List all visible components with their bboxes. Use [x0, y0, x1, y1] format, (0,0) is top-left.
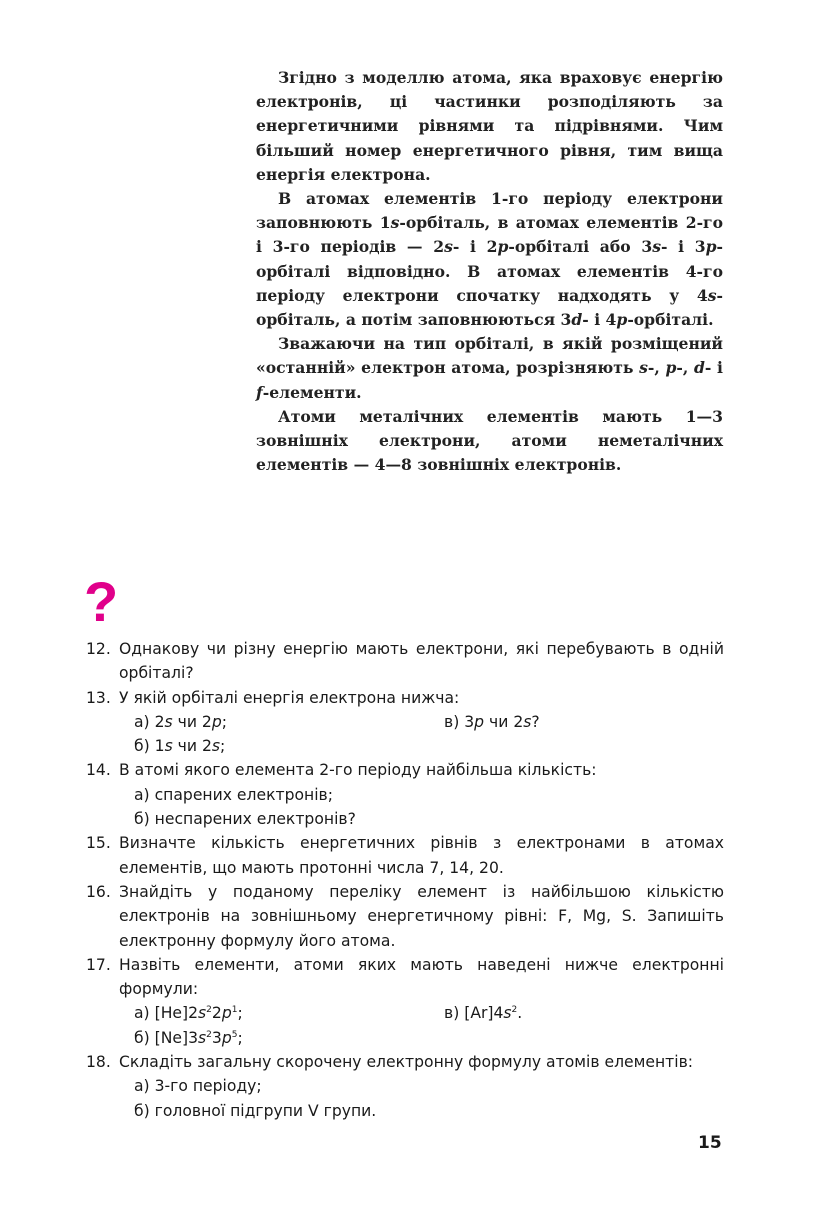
question-13-option-a: а) 2s чи 2p; — [134, 712, 228, 731]
question-mark-icon: ? — [84, 570, 119, 633]
question-18-option-a: а) 3-го періоду; — [134, 1077, 262, 1096]
summary-paragraph-3: Зважаючи на тип орбіталі, в якій розміщений «останній» електрон атома, розрізняють s-, p-, d- і f-елементи. — [256, 334, 723, 402]
question-14-option-a: а) спарених електронів; — [134, 785, 333, 804]
summary-paragraph-2: В атомах елементів 1-го періоду електрони заповнюють 1s-орбіталь, в атомах елементів 2-го і 3-го періодів — 2s- і 2p-орбіталі або 3s- і 3p-орбіталі відповідно. В атомах елементів 4-го періоду електрони спочатку надходять у 4s-орбіталь, а потім заповнюються 3d- і 4p-орбіталі. — [256, 189, 723, 330]
question-13: 13. У якій орбіталі енергія електрона нижча: а) 2s чи 2p; в) 3p чи 2s? б) 1s чи 2s; — [86, 686, 724, 759]
summary-paragraph-4: Атоми металічних елементів мають 1—3 зовнішніх електрони, атоми неметалічних елементів — 4—8 зовнішніх електронів. — [256, 406, 723, 475]
question-13-option-b: б) 1s чи 2s; — [134, 737, 226, 756]
summary-paragraph-1: Згідно з моделлю атома, яка враховує енергію електронів, ці частинки розподіляють за енергетичними рівнями та підрівнями. Чим більший номер енергетичного рівня, тим вища енергія електрона. — [256, 68, 723, 184]
question-17-option-b: б) $[Ne]3s^23p^5$; — [134, 1028, 243, 1047]
question-13-options-row-1 — [119, 710, 724, 734]
page-number: 15 — [698, 1133, 722, 1153]
question-13-option-v: в) 3p чи 2s? — [444, 712, 540, 731]
question-17-options-row-1 — [119, 1001, 724, 1025]
questions-list — [86, 637, 724, 1123]
question-14: 14. В атомі якого елемента 2-го періоду найбільша кількість: а) спарених електронів; б) неспарених електронів? — [86, 758, 724, 831]
question-16: 16. Знайдіть у поданому переліку елемент із найбільшою кількістю електронів на зовнішньому енергетичному рівні: F, Mg, S. Запишіть електронну формулу його атома. — [86, 882, 724, 950]
question-17-option-v: в) $[Ar]4s^2$. — [444, 1004, 523, 1023]
chapter-summary — [256, 66, 723, 477]
question-17: 17. Назвіть елементи, атоми яких мають наведені нижче електронні формули: а) $[He]2s^22p^1$; в) $[Ar]4s^2$. б) $[Ne]3s^23p^5$; — [86, 953, 724, 1050]
question-15: 15. Визначте кількість енергетичних рівнів з електронами в атомах елементів, що мають протонні числа 7, 14, 20. — [86, 834, 724, 877]
question-18: 18. Складіть загальну скорочену електронну формулу атомів елементів: а) 3-го періоду; б) головної підгрупи V групи. — [86, 1050, 724, 1123]
question-12: 12. Однакову чи різну енергію мають електрони, які перебувають в одній орбіталі? — [86, 640, 724, 683]
question-14-option-b: б) неспарених електронів? — [134, 810, 356, 829]
question-18-option-b: б) головної підгрупи V групи. — [134, 1101, 377, 1120]
question-17-option-a: а) $[He]2s^22p^1$; — [134, 1004, 243, 1023]
